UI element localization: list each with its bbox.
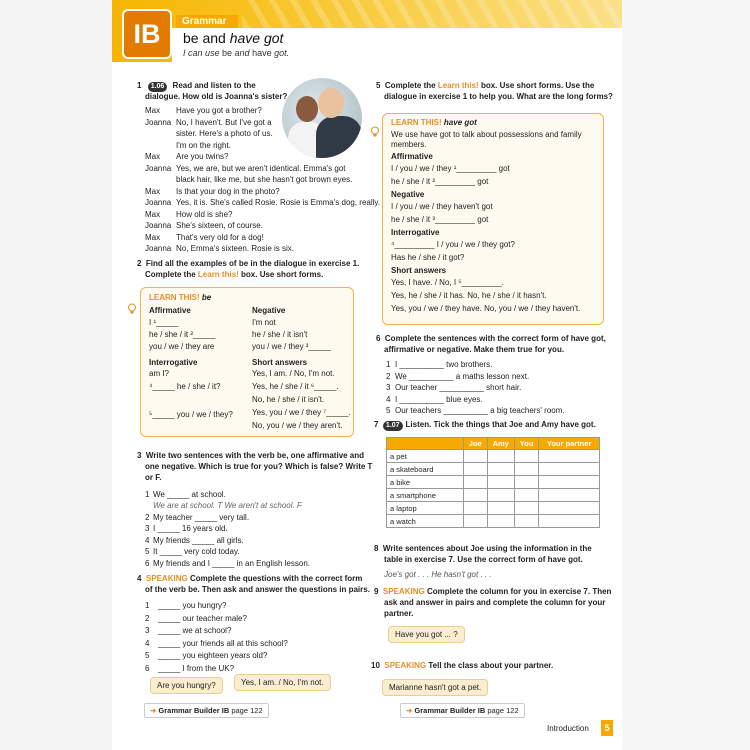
item-text: My friends and I _____ in an English lesson. <box>153 559 310 568</box>
dialogue-line: Have you got a brother? <box>176 106 262 115</box>
lightbulb-icon <box>127 303 137 315</box>
short-answers-heading: Short answers <box>252 358 308 367</box>
form-line: I'm not <box>252 318 276 327</box>
dialogue-line: Is that your dog in the photo? <box>176 186 280 196</box>
exercise-number: 2 <box>137 259 142 268</box>
exercise-instruction: of the verb be. Then ask and answer the questions in pairs. <box>145 585 370 594</box>
exercise-10-header <box>371 661 553 671</box>
arrow-icon: ➜ <box>406 706 413 715</box>
affirmative-heading: Affirmative <box>391 152 433 161</box>
form-line: No, you / we / they aren't. <box>252 421 343 430</box>
speech-bubble: Marianne hasn't got a pet. <box>382 679 488 696</box>
item-number: 5 <box>145 651 150 660</box>
footer-section: Introduction <box>547 724 589 733</box>
exercise-7-header <box>374 420 596 431</box>
tick-cell[interactable] <box>487 489 514 502</box>
form-line: Has he / she / it got? <box>391 253 465 262</box>
form-line: he / she / it ³_________ got <box>391 215 489 224</box>
tick-cell[interactable] <box>539 476 600 489</box>
lightbulb-icon <box>370 126 380 138</box>
item-text: _____ you hungry? <box>158 601 227 610</box>
row-label: a smartphone <box>387 489 464 502</box>
item-number: 6 <box>145 663 150 673</box>
form-line: Yes, I am. / No, I'm not. <box>252 369 335 378</box>
grammar-builder-link[interactable]: ➜ Grammar Builder IB page 122 <box>144 703 269 718</box>
negative-heading: Negative <box>252 306 286 315</box>
item-number: 1 <box>145 601 150 610</box>
form-line: am I? <box>149 369 170 378</box>
item-text: _____ you eighteen years old? <box>158 651 268 660</box>
tick-cell[interactable] <box>539 515 600 528</box>
speaker-name: Joanna <box>145 163 172 173</box>
interrogative-heading: Interrogative <box>391 228 440 237</box>
tick-cell[interactable] <box>464 463 488 476</box>
learn-this-label: LEARN THIS! have got <box>391 118 477 127</box>
item-text: I __________ two brothers. <box>395 360 493 369</box>
speaking-label: SPEAKING <box>145 574 188 583</box>
negative-heading: Negative <box>391 190 425 199</box>
exercise-number: 3 <box>137 451 142 460</box>
twins-photo <box>282 78 362 158</box>
dialogue-line: No, I haven't. But I've got a <box>176 117 272 127</box>
audio-track-icon[interactable]: 1.06 <box>148 82 168 92</box>
speaker-name: Joanna <box>145 221 172 230</box>
table-row <box>387 502 600 515</box>
exercise-3-header <box>137 451 364 461</box>
item-number: 4 <box>386 394 391 404</box>
exercise-instruction: or F. <box>145 473 162 482</box>
speaker-name: Joanna <box>145 117 172 127</box>
title-plain: be and <box>183 30 230 46</box>
dialogue-line: black hair, like me, but she hasn't got brown eyes. <box>176 175 353 184</box>
table-header: Amy <box>487 438 514 450</box>
short-answers-heading: Short answers <box>391 266 447 275</box>
speech-bubble: Are you hungry? <box>150 677 223 694</box>
tick-cell[interactable] <box>514 463 538 476</box>
item-number: 3 <box>145 626 150 635</box>
dialogue-line: She's sixteen, of course. <box>176 221 263 230</box>
form-line: Yes, I have. / No, I ⁵_________. <box>391 278 504 287</box>
table-row <box>387 489 600 502</box>
tick-cell[interactable] <box>464 515 488 528</box>
speaker-name: Max <box>145 232 161 242</box>
dialogue-line: That's very old for a dog! <box>176 232 264 242</box>
form-line: I / you / we / they ¹_________ got <box>391 164 510 173</box>
form-line: he / she / it ²_________ got <box>391 177 489 186</box>
form-line: I ¹_____ <box>149 318 179 327</box>
speaker-name: Max <box>145 209 161 219</box>
title-italic: have got <box>229 30 284 46</box>
row-label: a skateboard <box>387 463 464 476</box>
exercise-4-header <box>137 574 362 584</box>
tick-cell[interactable] <box>514 450 538 463</box>
form-line: No, he / she / it isn't. <box>252 395 325 404</box>
arrow-icon: ➜ <box>150 706 157 715</box>
exercise-number: 4 <box>137 574 142 583</box>
dialogue-line: sister. Here's a photo of us. <box>176 129 273 138</box>
exercise-instruction: Write two sentences with the verb be, one affirmative and <box>145 451 365 460</box>
item-text: Our teacher __________ short hair. <box>395 383 522 392</box>
exercise-instruction: partner. <box>384 609 414 618</box>
speaking-label: SPEAKING <box>382 587 425 596</box>
exercise-instruction: dialogue. How old is Joanna's sister? <box>145 92 288 101</box>
exercise-instruction: ask and answer in pairs and complete the column for your <box>384 598 606 607</box>
exercise-8-header <box>374 544 592 554</box>
dialogue-line: Yes, it is. She's called Rosie. Rosie is Emma's dog, really. <box>176 198 381 207</box>
item-text: I _____ 16 years old. <box>153 524 228 533</box>
page-number: 5 <box>601 720 613 736</box>
tick-cell[interactable] <box>539 502 600 515</box>
dialogue-line: No, Emma's sixteen. Rosie is six. <box>176 244 295 253</box>
tick-table <box>386 437 600 528</box>
dialogue-line: Yes, we are, but we aren't identical. Emma's got <box>176 163 346 173</box>
section-tag: Grammar <box>176 15 238 28</box>
form-line: ⁵_____ you / we / they? <box>149 410 233 419</box>
item-number: 4 <box>145 536 150 545</box>
affirmative-heading: Affirmative <box>149 306 191 315</box>
item-number: 1 <box>145 490 150 499</box>
row-label: a laptop <box>387 502 464 515</box>
form-line: Yes, you / we / they have. No, you / we / they haven't. <box>391 304 581 313</box>
form-line: ⁴_________ I / you / we / they got? <box>391 240 515 249</box>
item-text: _____ our teacher male? <box>158 613 247 623</box>
item-number: 5 <box>145 547 150 556</box>
exercise-instruction: Find all the examples of be in the dialogue in exercise 1. <box>145 259 360 268</box>
exercise-2-header <box>137 259 359 269</box>
item-number: 4 <box>145 638 150 648</box>
item-text: _____ we at school? <box>158 626 232 635</box>
speaker-name: Max <box>145 152 161 161</box>
right-margin <box>622 0 750 750</box>
item-number: 2 <box>145 513 150 522</box>
item-text: It _____ very cold today. <box>153 547 240 556</box>
form-line: I / you / we / they haven't got <box>391 202 493 211</box>
dialogue-line: I'm on the right. <box>176 140 231 150</box>
row-label: a bike <box>387 476 464 489</box>
table-row <box>387 476 600 489</box>
tick-cell[interactable] <box>514 489 538 502</box>
dialogue-line: How old is she? <box>176 209 233 219</box>
item-number: 5 <box>386 406 391 415</box>
exercise-5-header: 5 Complete the Learn this! box. Use short forms. Use the <box>376 81 595 90</box>
tick-cell[interactable] <box>487 502 514 515</box>
speaker-name: Joanna <box>145 244 172 253</box>
item-text: We _____ at school. <box>153 490 226 499</box>
table-header: Joe <box>464 438 488 450</box>
page-title <box>183 30 283 46</box>
item-text: _____ I from the UK? <box>158 663 235 673</box>
tick-cell[interactable] <box>514 515 538 528</box>
table-header: You <box>514 438 538 450</box>
exercise-instruction: Tell the class about your partner. <box>428 661 554 670</box>
dialogue-line: Are you twins? <box>176 152 229 161</box>
table-row <box>387 463 600 476</box>
item-text: Our teachers __________ a big teachers' room. <box>395 406 565 415</box>
form-line: he / she / it ²_____ <box>149 330 216 339</box>
item-text: My friends _____ all girls. <box>153 536 244 545</box>
tick-cell[interactable] <box>487 450 514 463</box>
exercise-6-header <box>376 334 606 344</box>
row-label: a pet <box>387 450 464 463</box>
tick-cell[interactable] <box>464 502 488 515</box>
tick-cell[interactable] <box>487 476 514 489</box>
learn-this-label: LEARN THIS! be <box>149 293 212 302</box>
form-line: you / we / they are <box>149 342 215 351</box>
speech-bubble: Yes, I am. / No, I'm not. <box>234 674 331 691</box>
item-number: 6 <box>145 559 150 568</box>
tick-cell[interactable] <box>539 450 600 463</box>
form-line: Yes, you / we / they ⁷_____. <box>252 408 351 417</box>
unit-badge: IB <box>122 9 172 59</box>
exercise-instruction: Complete the Learn this! box. Use short forms. <box>145 270 324 279</box>
page-subtitle: I can use be and have got. <box>183 48 290 58</box>
exercise-number: 5 <box>376 81 381 90</box>
exercise-instruction: Complete the column for you in exercise 7. Then <box>426 587 612 596</box>
left-margin <box>0 0 112 750</box>
item-number: 3 <box>386 383 391 392</box>
item-number: 2 <box>386 371 391 381</box>
interrogative-heading: Interrogative <box>149 358 198 367</box>
item-text: I __________ blue eyes. <box>395 394 483 404</box>
speaker-name: Joanna <box>145 198 172 207</box>
exercise-instruction: one negative. Which is true for you? Which is false? Write T <box>145 462 373 471</box>
exercise-1-header <box>137 81 256 92</box>
speaker-name: Max <box>145 186 161 196</box>
tick-cell[interactable] <box>487 515 514 528</box>
item-number: 1 <box>386 360 391 369</box>
item-text: We __________ a maths lesson next. <box>395 371 530 381</box>
speech-bubble: Have you got ... ? <box>388 626 465 643</box>
tick-cell[interactable] <box>539 463 600 476</box>
exercise-number: 10 <box>371 661 380 670</box>
exercise-instruction: Read and listen to the <box>172 81 256 90</box>
item-number: 2 <box>145 613 150 623</box>
table-header <box>387 438 464 450</box>
form-line: Yes, he / she / it ⁶_____. <box>252 382 339 391</box>
tick-cell[interactable] <box>514 502 538 515</box>
exercise-9-header <box>374 587 611 597</box>
example-sentence: Joe's got . . . He hasn't got . . . <box>384 570 492 579</box>
row-label: a watch <box>387 515 464 528</box>
exercise-instruction: table in exercise 7. Use the correct form of have got. <box>384 555 583 564</box>
tick-cell[interactable] <box>487 463 514 476</box>
grammar-builder-link[interactable]: ➜ Grammar Builder IB page 122 <box>400 703 525 718</box>
exercise-number: 1 <box>137 81 142 90</box>
table-header: Your partner <box>539 438 600 450</box>
form-line: you / we / they ³_____ <box>252 342 331 351</box>
form-line: he / she / it isn't <box>252 330 308 339</box>
learn-intro: We use have got to talk about possessions and family <box>391 130 582 139</box>
learn-intro: members. <box>391 140 427 149</box>
item-number: 3 <box>145 524 150 533</box>
item-text: My teacher _____ very tall. <box>153 513 250 522</box>
exercise-number: 9 <box>374 587 379 596</box>
tick-cell[interactable] <box>514 476 538 489</box>
table-row <box>387 450 600 463</box>
exercise-number: 6 <box>376 334 381 343</box>
speaker-name: Max <box>145 106 161 115</box>
tick-cell[interactable] <box>464 450 488 463</box>
item-text: We are at school. T We aren't at school. F <box>153 501 302 510</box>
exercise-instruction: affirmative or negative. Make them true for you. <box>384 345 565 354</box>
speaking-label: SPEAKING <box>384 661 427 670</box>
exercise-instruction: Complete the sentences with the correct form of have got, <box>384 334 606 343</box>
exercise-number: 7 <box>374 420 379 429</box>
tick-cell[interactable] <box>464 476 488 489</box>
exercise-instruction: Write sentences about Joe using the information in the <box>382 544 592 553</box>
exercise-number: 8 <box>374 544 379 553</box>
audio-track-icon[interactable]: 1.07 <box>383 421 403 431</box>
exercise-instruction: Complete the questions with the correct form <box>189 574 363 583</box>
form-line: Yes, he / she / it has. No, he / she / it hasn't. <box>391 291 547 300</box>
form-line: ⁴_____ he / she / it? <box>149 382 221 391</box>
exercise-instruction: dialogue in exercise 1 to help you. What are the long forms? <box>384 92 613 101</box>
tick-cell[interactable] <box>464 489 488 502</box>
tick-cell[interactable] <box>539 489 600 502</box>
table-row <box>387 515 600 528</box>
exercise-instruction: Listen. Tick the things that Joe and Amy have got. <box>405 420 596 429</box>
item-text: _____ your friends all at this school? <box>158 638 288 648</box>
